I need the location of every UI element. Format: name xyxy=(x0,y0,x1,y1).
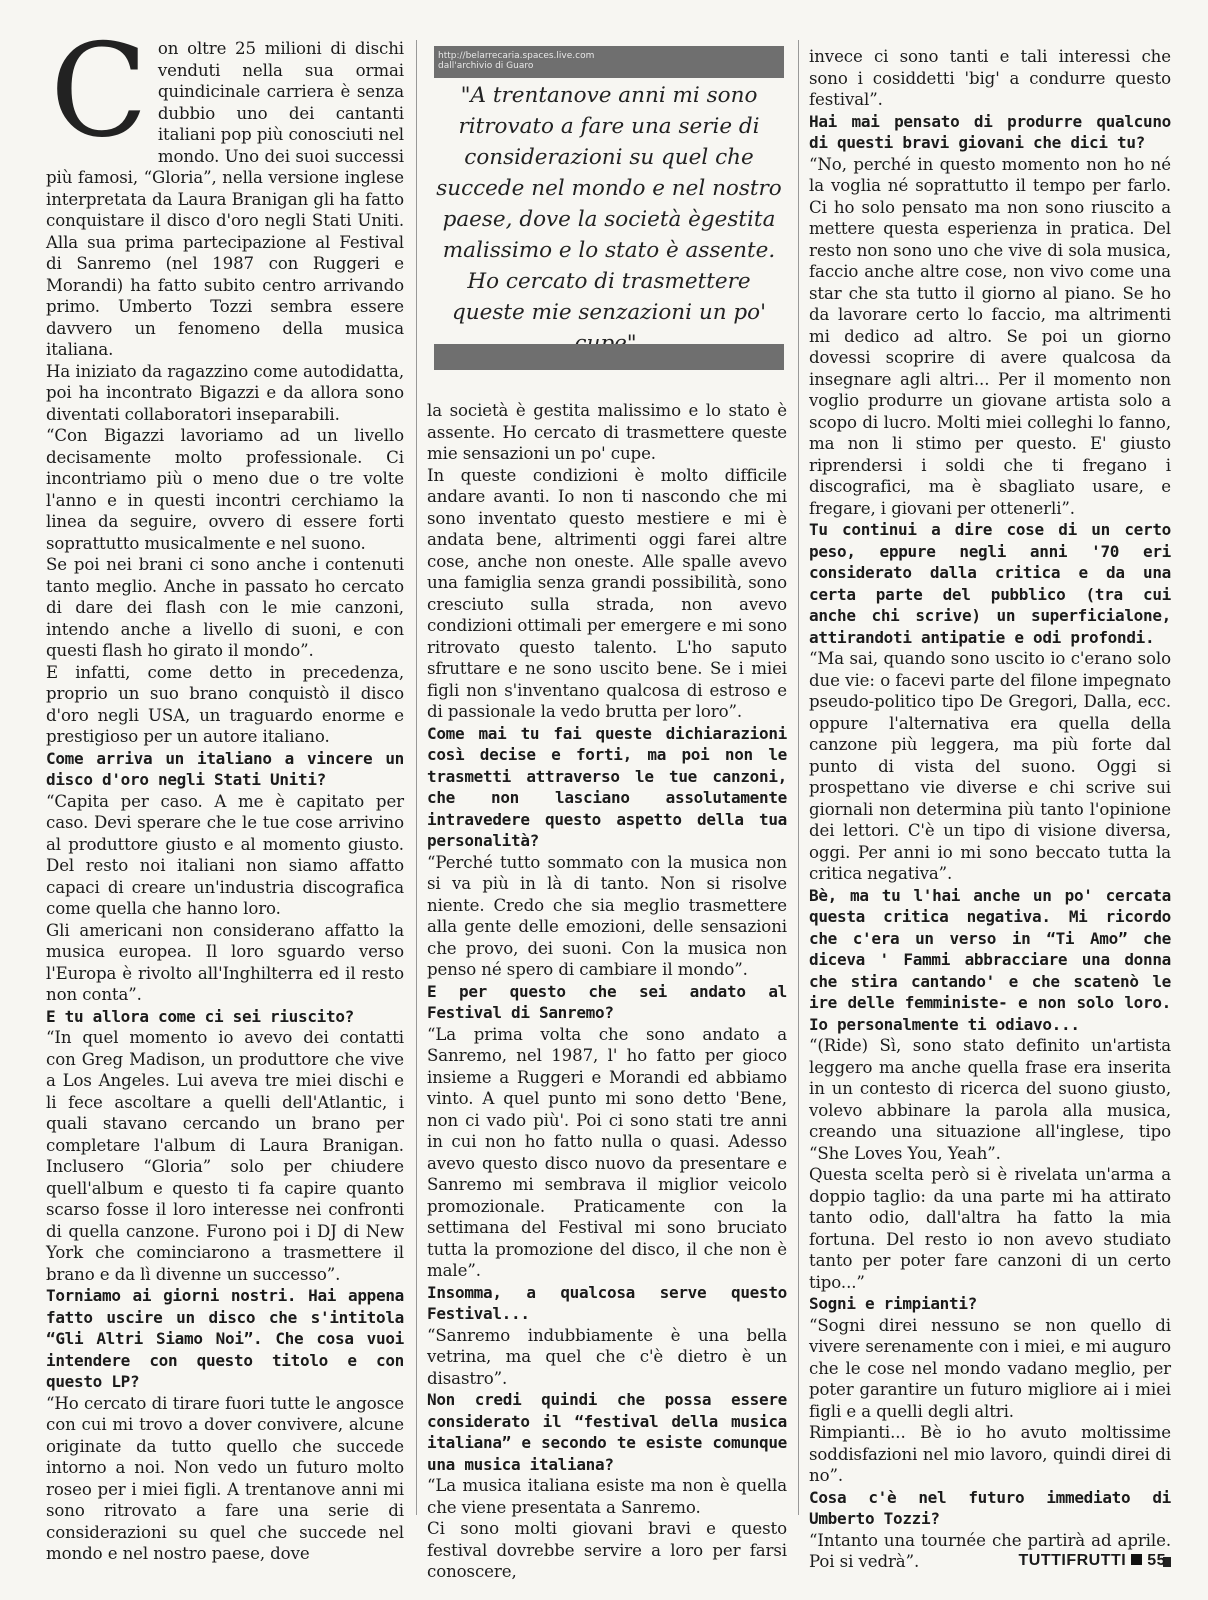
source-url: http://belarrecaria.spaces.live.com xyxy=(438,51,595,61)
column-rule-right xyxy=(798,40,799,1515)
paragraph: “Con Bigazzi lavoriamo ad un livello decisamente molto professionale. Ci incontriamo più o meno due o tre volte l'anno e in questi incontri cerchiamo la linea da seguire, ovvero di essere forti soprattutto musicalmente e nel suono. xyxy=(46,426,404,553)
pull-quote-text: "A trentanove anni mi sono ritrovato a fare una serie di considerazioni su quel che succede nel mondo e nel nostro paese, dove la società ègestita malissimo e lo stato è assente. Ho cercato di trasmettere queste mie senzazioni un po' xyxy=(436,83,782,325)
page-footer xyxy=(1019,1552,1167,1570)
paragraph: “(Ride) Sì, sono stato definito un'artista leggero ma anche quella frase era inserita in un contesto di ricerca del suono giusto, volevo abbinare la parola alla musica, creando una situazione all'inglese, tipo “She Loves You, Yeah”. xyxy=(809,1036,1171,1163)
interview-question: E tu allora come ci sei riuscito? xyxy=(46,1006,354,1026)
interview-question: Come mai tu fai queste dichiarazioni così decise e forti, ma poi non le trasmetti attraverso le tue canzoni, che non lasciano assolutamente intravedere questo aspetto della tua personalità? xyxy=(427,723,787,850)
drop-cap: C xyxy=(50,17,148,166)
interview-question: Cosa c'è nel futuro immediato di Umberto Tozzi? xyxy=(809,1487,1171,1528)
pull-quote xyxy=(434,46,784,341)
paragraph: “Ma sai, quando sono uscito io c'erano solo due vie: o facevi parte del filone impegnato pseudo-politico tipo De Gregori, Dalla, ecc. oppure l'alternativa era quella della canzone più leggera, ma più forte dal punto di vista del suono. Oggi si prospettano vie diverse e chi scrive sui giornali non determina più tanto l'opinione dei lettori. C'è un tipo di visione diversa, oggi. Per anni io mi sono beccato tutta la critica negativa”. xyxy=(809,649,1171,883)
column-rule-left xyxy=(416,40,417,1515)
paragraph: “No, perché in questo momento non ho né la voglia né soprattutto il tempo per farlo. Ci ho solo pensato ma non sono riuscito a mettere questa esperienza in pratica. Del resto non sono uno che vive di sola musica, faccio anche altre cose, non vivo come una star che sta tutto il giorno al piano. Se ho da lavorare certo lo faccio, ma altrimenti mi dedico ad altro. Se poi un giorno dovessi scoprire di avere qualcosa da insegnare agli altri... Per il momento non voglio produrre un giovane artista solo a scopo di lucro. Molti miei colleghi lo fanno, ma non li stimo per questo. E' giusto riprendersi i soldi che ti fregano i discografici, ma è sbagliato usare, e fregare, i giovani per ottenerli”. xyxy=(809,154,1171,518)
pull-quote-top-bar xyxy=(434,46,784,78)
paragraph: “La prima volta che sono andato a Sanremo, nel 1987, l' ho fatto per gioco insieme a Ruggeri e Morandi ed abbiamo vinto. A quel punto mi sono detto 'Bene, non ci vado più'. Poi ci sono stati tre anni in cui non ho fatto nulla o quasi. Adesso avevo questo disco nuovo da presentare e Sanremo mi sembrava il miglior veicolo promozionale. Praticamente con la settimana del Festival mi sono bruciato tutta la promozione del disco, il che non è male”. xyxy=(427,1024,787,1280)
paragraph: “Sanremo indubbiamente è una bella vetrina, ma quel che c'è dietro è un disastro”. xyxy=(427,1325,787,1388)
paragraph: “Sogni direi nessuno se non quello di vivere serenamente con i miei, e mi auguro che le cose nel mondo vadano meglio, per poter garantire un futuro migliore ai i miei figli e a quelli degli altri. xyxy=(809,1315,1171,1421)
paragraph: “In quel momento io avevo dei contatti con Greg Madison, un produttore che vive a Los Angeles. Lui aveva tre miei dischi e li fece ascoltare a quelli dell'Atlantic, i quali stavano cercando un brano per completare l'album di Laura Branigan. Inclusero “Gloria” solo per chiudere quell'album e questo ti fa capire quanto scarso fosse il loro interesse nei confronti di quella canzone. Furono poi i DJ di New York che cominciarono a trasmettere il brano e da lì divenne un successo”. xyxy=(46,1028,404,1284)
paragraph: E infatti, come detto in precedenza, proprio un suo brano conquistò il disco d'oro negli USA, un traguardo enorme e prestigioso per un autore italiano. xyxy=(46,662,404,746)
interview-question: E per questo che sei andato al Festival di Sanremo? xyxy=(427,981,787,1022)
paragraph: “Capita per caso. A me è capitato per caso. Devi sperare che le tue cose arrivino al produttore giusto e al momento giusto. Del resto noi italiani non siamo affatto capaci di creare un'industria discografica come quella che hanno loro. xyxy=(46,791,404,918)
paragraph: Questa scelta però si è rivelata un'arma a doppio taglio: da una parte mi ha attirato tanto odio, dall'altra ha fatto la mia fortuna. Del resto io non avevo studiato tanto per poter fare canzoni di un certo tipo...” xyxy=(809,1165,1171,1292)
paragraph: “Intanto una tournée che partirà ad aprile. Poi si vedrà”. xyxy=(809,1530,1171,1571)
article-column-2 xyxy=(427,400,787,1583)
interview-question: Non credi quindi che possa essere considerato il “festival della musica italiana” e secondo te esiste comunque una musica italiana? xyxy=(427,1390,787,1474)
magazine-name: TUTTIFRUTTI xyxy=(1018,1552,1127,1569)
paragraph: Se poi nei brani ci sono anche i contenuti tanto meglio. Anche in passato ho cercato di dare dei flash con le mie canzoni, intendo anche a livello di suoni, e con questi flash ho girato il mondo”. xyxy=(46,555,404,660)
pull-quote-bottom-bar xyxy=(434,344,784,370)
paragraph: “Perché tutto sommato con la musica non si va più in là di tanto. Non si risolve niente. Credo che sia meglio trasmettere alla gente delle emozioni, delle sensazioni che provo, dei suoni. Con la musica non penso né spero di cambiare il mondo”. xyxy=(427,852,787,979)
paragraph: In queste condizioni è molto difficile andare avanti. Io non ti nascondo che mi sono inventato questo mestiere e mi è andata bene, altrimenti oggi farei altre cose, anche non oneste. Alle spalle avevo una famiglia senza grandi possibilità, sono cresciuto sulla strada, non avevo condizioni ottimali per emergere e mi sono ritrovato questo talento. L'ho saputo sfruttare e ne sono uscito bene. Se i miei figli non s'inventano qualcosa di estroso e di passionale la vedo brutta per loro”. xyxy=(427,465,787,721)
article-column-1 xyxy=(46,17,404,1565)
paragraph: Ci sono molti giovani bravi e questo festival dovrebbe servire a loro per farsi conoscere, xyxy=(427,1519,787,1581)
interview-question: Hai mai pensato di produrre qualcuno di questi bravi giovani che dici tu? xyxy=(809,111,1171,152)
footer-square-icon xyxy=(1131,1554,1142,1565)
paragraph: la società è gestita malissimo e lo stato è assente. Ho cercato di trasmettere queste mie sensazioni un po' cupe. xyxy=(427,401,787,463)
source-archive: dall'archivio di Guaro xyxy=(438,61,534,71)
interview-question: Sogni e rimpianti? xyxy=(809,1294,977,1313)
paragraph: Gli americani non considerano affatto la musica europea. Il loro sguardo verso l'Europa è rivolto all'Inghilterra ed il resto non conta”. xyxy=(46,920,404,1004)
paragraph: “La musica italiana esiste ma non è quella che viene presentata a Sanremo. xyxy=(427,1476,787,1517)
article-column-3 xyxy=(809,46,1171,1573)
interview-question: Come arriva un italiano a vincere un disco d'oro negli Stati Uniti? xyxy=(46,748,404,789)
paragraph: Rimpianti... Bè io ho avuto moltissime soddisfazioni nel mio lavoro, quindi direi di no”. xyxy=(809,1423,1171,1485)
interview-question: Bè, ma tu l'hai anche un po' cercata questa critica negativa. Mi ricordo che c'era un verso in “Ti Amo” che diceva ' Fammi abbracciare una donna che stira cantando' e che scatenò le ire delle femministe- e non solo loro. Io personalmente ti odiavo... xyxy=(809,885,1171,1034)
interview-question: Torniamo ai giorni nostri. Hai appena fatto uscire un disco che s'intitola “Gli Altri Siamo Noi”. Che cosa vuoi intendere con questo titolo e con questo LP? xyxy=(46,1286,404,1391)
paragraph: invece ci sono tanti e tali interessi che sono i cosiddetti 'big' a condurre questo festival”. xyxy=(809,47,1171,109)
page-number: 55 xyxy=(1147,1552,1166,1569)
paragraph: Ha iniziato da ragazzino come autodidatta, poi ha incontrato Bigazzi e da allora sono diventati collaboratori inseparabili. xyxy=(46,361,404,424)
interview-question: Tu continui a dire cose di un certo peso, eppure negli anni '70 eri considerato dalla critica e da una certa parte del pubblico (tra cui anche chi scrive) un superficialone, attirandoti antipatie e odi profondi. xyxy=(809,520,1171,647)
paragraph: on oltre 25 milioni di dischi venduti nella sua ormai quindicinale carriera è senza dubbio uno dei cantanti italiani pop più conosciuti nel mondo. Uno dei suoi successi più famosi, “Gloria”, nella versione inglese interpretata da Laura Branigan gli ha fatto conquistare il disco d'oro negli Stati Uniti. Alla sua prima partecipazione al Festival di Sanremo (nel 1987 con Ruggeri e Morandi) ha fatto subito centro arrivando primo. Umberto Tozzi sembra essere davvero un fenomeno della musica italiana. xyxy=(46,39,404,359)
interview-question: Insomma, a qualcosa serve questo Festival... xyxy=(427,1282,787,1323)
paragraph: “Ho cercato di tirare fuori tutte le angosce con cui mi trovo a dover convivere, alcune originate da tutto quello che succede intorno a noi. Non vedo un futuro molto roseo per i miei figli. A trentanove anni mi sono ritrovato a fare una serie di considerazioni su quel che succede nel mondo e nel nostro paese, dove xyxy=(46,1393,404,1563)
